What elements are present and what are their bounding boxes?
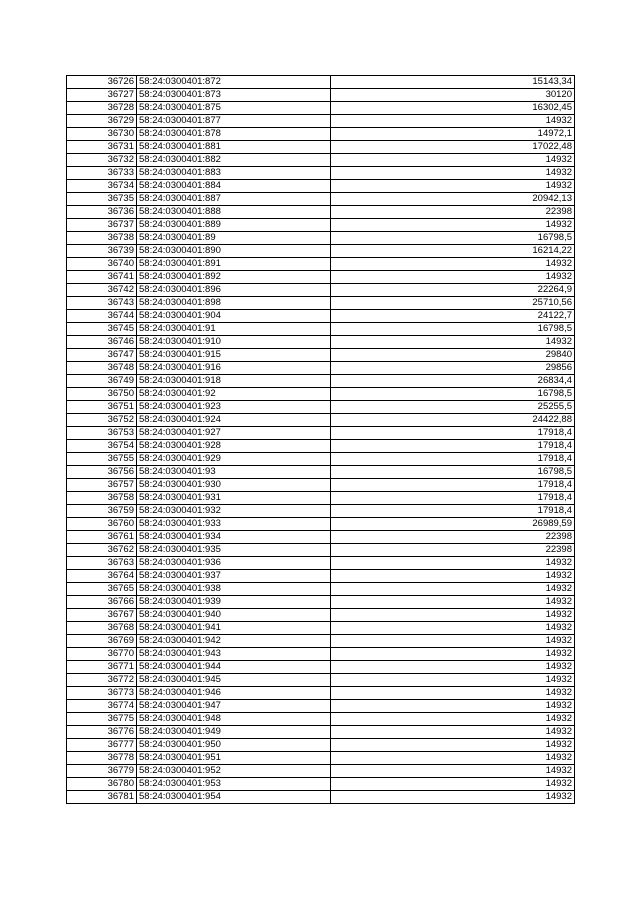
table-row xyxy=(67,89,575,102)
table-row xyxy=(67,700,575,713)
cadastral-number-cell: 58:24:0300401:946 xyxy=(137,687,331,700)
table-row xyxy=(67,622,575,635)
cadastral-number-cell: 58:24:0300401:883 xyxy=(137,167,331,180)
row-number-cell: 36743 xyxy=(67,297,137,310)
table-row xyxy=(67,570,575,583)
row-number-cell: 36745 xyxy=(67,323,137,336)
row-number-cell: 36734 xyxy=(67,180,137,193)
row-number-cell: 36758 xyxy=(67,492,137,505)
row-number-cell: 36756 xyxy=(67,466,137,479)
value-cell: 14932 xyxy=(331,791,575,804)
cadastral-number-cell: 58:24:0300401:943 xyxy=(137,648,331,661)
cadastral-number-cell: 58:24:0300401:93 xyxy=(137,466,331,479)
value-cell: 24122,7 xyxy=(331,310,575,323)
cadastral-number-cell: 58:24:0300401:877 xyxy=(137,115,331,128)
table-row xyxy=(67,791,575,804)
row-number-cell: 36768 xyxy=(67,622,137,635)
value-cell: 14932 xyxy=(331,700,575,713)
value-cell: 14932 xyxy=(331,180,575,193)
row-number-cell: 36733 xyxy=(67,167,137,180)
data-table xyxy=(66,75,575,804)
value-cell: 25255,5 xyxy=(331,401,575,414)
table-row xyxy=(67,349,575,362)
row-number-cell: 36753 xyxy=(67,427,137,440)
value-cell: 14932 xyxy=(331,778,575,791)
table-row xyxy=(67,739,575,752)
row-number-cell: 36754 xyxy=(67,440,137,453)
cadastral-number-cell: 58:24:0300401:881 xyxy=(137,141,331,154)
value-cell: 22398 xyxy=(331,531,575,544)
table-row xyxy=(67,401,575,414)
row-number-cell: 36772 xyxy=(67,674,137,687)
value-cell: 16798,5 xyxy=(331,232,575,245)
row-number-cell: 36776 xyxy=(67,726,137,739)
cadastral-number-cell: 58:24:0300401:932 xyxy=(137,505,331,518)
value-cell: 17918,4 xyxy=(331,440,575,453)
value-cell: 14932 xyxy=(331,557,575,570)
cadastral-number-cell: 58:24:0300401:938 xyxy=(137,583,331,596)
table-row xyxy=(67,674,575,687)
cadastral-number-cell: 58:24:0300401:944 xyxy=(137,661,331,674)
table-row xyxy=(67,232,575,245)
data-table-body xyxy=(67,76,575,804)
cadastral-number-cell: 58:24:0300401:949 xyxy=(137,726,331,739)
value-cell: 25710,56 xyxy=(331,297,575,310)
table-row xyxy=(67,440,575,453)
cadastral-number-cell: 58:24:0300401:873 xyxy=(137,89,331,102)
value-cell: 14932 xyxy=(331,219,575,232)
row-number-cell: 36751 xyxy=(67,401,137,414)
row-number-cell: 36779 xyxy=(67,765,137,778)
cadastral-number-cell: 58:24:0300401:910 xyxy=(137,336,331,349)
row-number-cell: 36731 xyxy=(67,141,137,154)
table-row xyxy=(67,687,575,700)
table-row xyxy=(67,726,575,739)
cadastral-number-cell: 58:24:0300401:951 xyxy=(137,752,331,765)
table-row xyxy=(67,752,575,765)
row-number-cell: 36750 xyxy=(67,388,137,401)
row-number-cell: 36759 xyxy=(67,505,137,518)
table-row xyxy=(67,297,575,310)
cadastral-number-cell: 58:24:0300401:934 xyxy=(137,531,331,544)
cadastral-number-cell: 58:24:0300401:889 xyxy=(137,219,331,232)
table-row xyxy=(67,778,575,791)
table-row xyxy=(67,479,575,492)
cadastral-number-cell: 58:24:0300401:916 xyxy=(137,362,331,375)
cadastral-number-cell: 58:24:0300401:927 xyxy=(137,427,331,440)
row-number-cell: 36749 xyxy=(67,375,137,388)
table-row xyxy=(67,648,575,661)
row-number-cell: 36740 xyxy=(67,258,137,271)
table-row xyxy=(67,141,575,154)
cadastral-number-cell: 58:24:0300401:924 xyxy=(137,414,331,427)
table-row xyxy=(67,115,575,128)
value-cell: 24422,88 xyxy=(331,414,575,427)
cadastral-number-cell: 58:24:0300401:933 xyxy=(137,518,331,531)
row-number-cell: 36755 xyxy=(67,453,137,466)
value-cell: 14932 xyxy=(331,271,575,284)
table-row xyxy=(67,518,575,531)
table-row xyxy=(67,154,575,167)
row-number-cell: 36736 xyxy=(67,206,137,219)
value-cell: 14932 xyxy=(331,154,575,167)
table-row xyxy=(67,336,575,349)
value-cell: 14932 xyxy=(331,336,575,349)
value-cell: 14932 xyxy=(331,726,575,739)
value-cell: 17918,4 xyxy=(331,492,575,505)
row-number-cell: 36775 xyxy=(67,713,137,726)
cadastral-number-cell: 58:24:0300401:945 xyxy=(137,674,331,687)
cadastral-number-cell: 58:24:0300401:896 xyxy=(137,284,331,297)
table-row xyxy=(67,596,575,609)
table-row xyxy=(67,713,575,726)
cadastral-number-cell: 58:24:0300401:937 xyxy=(137,570,331,583)
value-cell: 22264,9 xyxy=(331,284,575,297)
cadastral-number-cell: 58:24:0300401:931 xyxy=(137,492,331,505)
value-cell: 14932 xyxy=(331,115,575,128)
value-cell: 14932 xyxy=(331,635,575,648)
value-cell: 14932 xyxy=(331,661,575,674)
table-row xyxy=(67,76,575,89)
value-cell: 20942,13 xyxy=(331,193,575,206)
row-number-cell: 36761 xyxy=(67,531,137,544)
value-cell: 29840 xyxy=(331,349,575,362)
table-row xyxy=(67,765,575,778)
value-cell: 17022,48 xyxy=(331,141,575,154)
table-row xyxy=(67,206,575,219)
cadastral-number-cell: 58:24:0300401:918 xyxy=(137,375,331,388)
table-row xyxy=(67,271,575,284)
cadastral-number-cell: 58:24:0300401:892 xyxy=(137,271,331,284)
table-row xyxy=(67,284,575,297)
value-cell: 22398 xyxy=(331,206,575,219)
value-cell: 16798,5 xyxy=(331,466,575,479)
row-number-cell: 36780 xyxy=(67,778,137,791)
table-row xyxy=(67,531,575,544)
value-cell: 14932 xyxy=(331,570,575,583)
row-number-cell: 36764 xyxy=(67,570,137,583)
cadastral-number-cell: 58:24:0300401:904 xyxy=(137,310,331,323)
row-number-cell: 36741 xyxy=(67,271,137,284)
value-cell: 17918,4 xyxy=(331,453,575,466)
cadastral-number-cell: 58:24:0300401:891 xyxy=(137,258,331,271)
table-row xyxy=(67,609,575,622)
row-number-cell: 36729 xyxy=(67,115,137,128)
row-number-cell: 36742 xyxy=(67,284,137,297)
row-number-cell: 36752 xyxy=(67,414,137,427)
row-number-cell: 36737 xyxy=(67,219,137,232)
row-number-cell: 36766 xyxy=(67,596,137,609)
row-number-cell: 36728 xyxy=(67,102,137,115)
table-row xyxy=(67,193,575,206)
cadastral-number-cell: 58:24:0300401:915 xyxy=(137,349,331,362)
row-number-cell: 36744 xyxy=(67,310,137,323)
table-row xyxy=(67,466,575,479)
table-row xyxy=(67,310,575,323)
cadastral-number-cell: 58:24:0300401:890 xyxy=(137,245,331,258)
row-number-cell: 36739 xyxy=(67,245,137,258)
row-number-cell: 36735 xyxy=(67,193,137,206)
cadastral-number-cell: 58:24:0300401:898 xyxy=(137,297,331,310)
cadastral-number-cell: 58:24:0300401:91 xyxy=(137,323,331,336)
table-row xyxy=(67,635,575,648)
row-number-cell: 36778 xyxy=(67,752,137,765)
row-number-cell: 36760 xyxy=(67,518,137,531)
value-cell: 14932 xyxy=(331,167,575,180)
value-cell: 17918,4 xyxy=(331,479,575,492)
cadastral-number-cell: 58:24:0300401:875 xyxy=(137,102,331,115)
cadastral-number-cell: 58:24:0300401:878 xyxy=(137,128,331,141)
cadastral-number-cell: 58:24:0300401:923 xyxy=(137,401,331,414)
value-cell: 14932 xyxy=(331,258,575,271)
value-cell: 14932 xyxy=(331,648,575,661)
cadastral-number-cell: 58:24:0300401:929 xyxy=(137,453,331,466)
row-number-cell: 36738 xyxy=(67,232,137,245)
cadastral-number-cell: 58:24:0300401:954 xyxy=(137,791,331,804)
row-number-cell: 36727 xyxy=(67,89,137,102)
value-cell: 14932 xyxy=(331,752,575,765)
table-row xyxy=(67,102,575,115)
cadastral-number-cell: 58:24:0300401:952 xyxy=(137,765,331,778)
cadastral-number-cell: 58:24:0300401:953 xyxy=(137,778,331,791)
cadastral-number-cell: 58:24:0300401:935 xyxy=(137,544,331,557)
value-cell: 22398 xyxy=(331,544,575,557)
table-row xyxy=(67,219,575,232)
row-number-cell: 36746 xyxy=(67,336,137,349)
cadastral-number-cell: 58:24:0300401:928 xyxy=(137,440,331,453)
table-row xyxy=(67,323,575,336)
value-cell: 17918,4 xyxy=(331,505,575,518)
value-cell: 14932 xyxy=(331,674,575,687)
cadastral-number-cell: 58:24:0300401:936 xyxy=(137,557,331,570)
value-cell: 29856 xyxy=(331,362,575,375)
row-number-cell: 36773 xyxy=(67,687,137,700)
value-cell: 14932 xyxy=(331,609,575,622)
row-number-cell: 36781 xyxy=(67,791,137,804)
value-cell: 14932 xyxy=(331,713,575,726)
cadastral-number-cell: 58:24:0300401:950 xyxy=(137,739,331,752)
row-number-cell: 36774 xyxy=(67,700,137,713)
table-row xyxy=(67,167,575,180)
table-row xyxy=(67,505,575,518)
value-cell: 15143,34 xyxy=(331,76,575,89)
table-row xyxy=(67,362,575,375)
cadastral-number-cell: 58:24:0300401:872 xyxy=(137,76,331,89)
row-number-cell: 36767 xyxy=(67,609,137,622)
value-cell: 14932 xyxy=(331,622,575,635)
cadastral-number-cell: 58:24:0300401:92 xyxy=(137,388,331,401)
table-row xyxy=(67,375,575,388)
table-row xyxy=(67,388,575,401)
cadastral-number-cell: 58:24:0300401:939 xyxy=(137,596,331,609)
row-number-cell: 36732 xyxy=(67,154,137,167)
value-cell: 14932 xyxy=(331,765,575,778)
table-row xyxy=(67,258,575,271)
row-number-cell: 36769 xyxy=(67,635,137,648)
table-row xyxy=(67,544,575,557)
row-number-cell: 36777 xyxy=(67,739,137,752)
row-number-cell: 36770 xyxy=(67,648,137,661)
value-cell: 14932 xyxy=(331,739,575,752)
row-number-cell: 36771 xyxy=(67,661,137,674)
table-row xyxy=(67,661,575,674)
value-cell: 16798,5 xyxy=(331,323,575,336)
value-cell: 14972,1 xyxy=(331,128,575,141)
cadastral-number-cell: 58:24:0300401:940 xyxy=(137,609,331,622)
value-cell: 30120 xyxy=(331,89,575,102)
row-number-cell: 36747 xyxy=(67,349,137,362)
row-number-cell: 36730 xyxy=(67,128,137,141)
value-cell: 16302,45 xyxy=(331,102,575,115)
table-row xyxy=(67,414,575,427)
table-row xyxy=(67,557,575,570)
row-number-cell: 36757 xyxy=(67,479,137,492)
table-row xyxy=(67,128,575,141)
value-cell: 16798,5 xyxy=(331,388,575,401)
value-cell: 14932 xyxy=(331,687,575,700)
cadastral-number-cell: 58:24:0300401:887 xyxy=(137,193,331,206)
table-row xyxy=(67,245,575,258)
cadastral-number-cell: 58:24:0300401:930 xyxy=(137,479,331,492)
value-cell: 26989,59 xyxy=(331,518,575,531)
row-number-cell: 36748 xyxy=(67,362,137,375)
row-number-cell: 36762 xyxy=(67,544,137,557)
cadastral-number-cell: 58:24:0300401:888 xyxy=(137,206,331,219)
cadastral-number-cell: 58:24:0300401:941 xyxy=(137,622,331,635)
table-row xyxy=(67,583,575,596)
cadastral-number-cell: 58:24:0300401:948 xyxy=(137,713,331,726)
row-number-cell: 36765 xyxy=(67,583,137,596)
table-row xyxy=(67,453,575,466)
table-row xyxy=(67,427,575,440)
table-row xyxy=(67,492,575,505)
value-cell: 14932 xyxy=(331,596,575,609)
row-number-cell: 36726 xyxy=(67,76,137,89)
cadastral-number-cell: 58:24:0300401:89 xyxy=(137,232,331,245)
value-cell: 17918,4 xyxy=(331,427,575,440)
table-row xyxy=(67,180,575,193)
cadastral-number-cell: 58:24:0300401:942 xyxy=(137,635,331,648)
cadastral-number-cell: 58:24:0300401:947 xyxy=(137,700,331,713)
row-number-cell: 36763 xyxy=(67,557,137,570)
cadastral-number-cell: 58:24:0300401:882 xyxy=(137,154,331,167)
value-cell: 14932 xyxy=(331,583,575,596)
cadastral-number-cell: 58:24:0300401:884 xyxy=(137,180,331,193)
value-cell: 26834,4 xyxy=(331,375,575,388)
value-cell: 16214,22 xyxy=(331,245,575,258)
